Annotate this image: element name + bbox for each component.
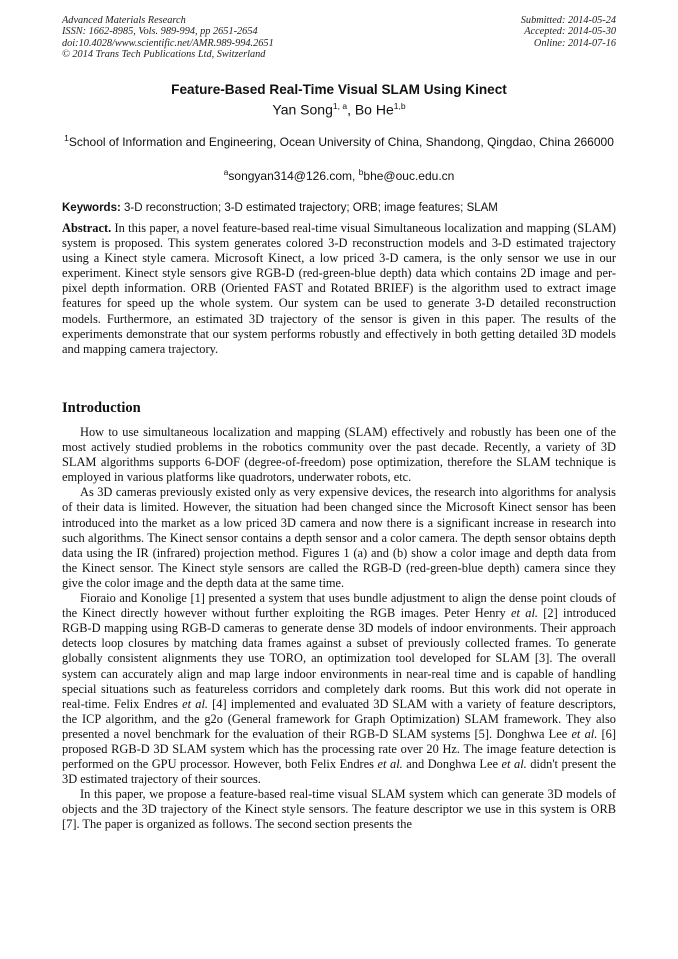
email-a-marker: a xyxy=(223,167,229,177)
journal-info xyxy=(62,15,274,61)
intro-paragraph-3 xyxy=(62,591,616,787)
accepted-date: Accepted: 2014-05-30 xyxy=(524,26,616,38)
emails xyxy=(0,167,678,183)
p3-part-b: [2] introduced RGB-D mapping using RGB-D cameras to generate dense 3D models of indoor environments. Their approach detects loop closures by matching data frames against a subset of previously collected frames. To generate globally consistent alignments they use TORO, an optimization tool developed for SLAM [3]. The overall system can accurately align and map large indoor environments in near-real time and is capable of handling special situations such as featureless corridors and completely dark rooms. But this work did not operate in real-time. Felix Endres xyxy=(62,606,616,711)
submitted-date: Submitted: 2014-05-24 xyxy=(520,15,616,26)
journal-name: Advanced Materials Research xyxy=(62,15,186,26)
author-2-marker: 1,b xyxy=(393,101,406,111)
p3-part-f: didn't present the 3D estimated trajectory of their sources. xyxy=(62,757,616,787)
p3-part-e: and Donghwa Lee xyxy=(402,757,502,772)
et-al-1: et al. xyxy=(511,606,538,621)
p3-part-d: [6] proposed RGB-D 3D SLAM system which has the processing rate over 20 Hz. The image feature detection is performed on the GPU processor. However, both Felix Endres xyxy=(62,726,616,772)
paper-title: Feature-Based Real-Time Visual SLAM Using Kinect xyxy=(171,82,507,97)
abstract-text: In this paper, a novel feature-based real-time visual Simultaneous localization and mapping (SLAM) system is proposed. This system generates colored 3-D reconstruction models and 3-D estimated trajectory using a Kinect style camera. Microsoft Kinect, a low priced 3-D camera, is the only sensor we use in our experiment. Kinect style sensors give RGB-D (red-green-blue depth) data which contains 2D image and per-pixel depth information. ORB (Oriented FAST and Rotated BRIEF) is the algorithm used to extract image features for speed up the whole system. Our system can be used to generate 3-D detailed reconstruction models. Furthermore, an estimated 3D trajectory of the sensor is given in this paper. The results of the experiments demonstrate that our system performs robustly and effectively in both getting detailed 3D models and mapping camera trajectory. xyxy=(62,221,616,356)
et-al-3: et al. xyxy=(571,726,598,741)
et-al-5: et al. xyxy=(501,757,527,772)
et-al-4: et al. xyxy=(377,757,403,772)
publication-dates xyxy=(521,15,616,49)
intro-paragraph-2: As 3D cameras previously existed only as very expensive devices, the research into algorithms for analysis of their data is limited. However, the situation had been changed since the Microsoft Kinect sensor has been introduced into the market as a low priced 3D camera and now there is a significant increase in research into such algorithms. The Kinect sensor contains a depth sensor and a color camera. The depth sensor obtains depth data using the IR (infrared) projection method. Figures 1 (a) and (b) show a color image and depth data from the Kinect sensor. The Kinect style sensors are called the RGB-D (red-green-blue depth) camera since they give the color image and the depth data at the same time. xyxy=(62,485,616,590)
keywords-label: Keywords: xyxy=(62,202,121,214)
keywords xyxy=(62,202,616,214)
intro-paragraph-1: How to use simultaneous localization and mapping (SLAM) effectively and robustly has been one of the most actively studied problems in the robotics community over the past decade. Recently, a variety of 3D SLAM algorithms supports 6-DOF (degree-of-freedom) pose optimization, therefore the SLAM technique is employed in various platforms like quadrotors, underwater robots, etc. xyxy=(62,425,616,485)
author-2: Bo He xyxy=(354,101,394,118)
abstract xyxy=(62,221,616,357)
intro-paragraph-4: In this paper, we propose a feature-based real-time visual SLAM system which can generate 3D models of objects and the 3D trajectory of the Kinect style sensors. The feature descriptor we use in this system is ORB [7]. The paper is organized as follows. The second section presents the xyxy=(62,787,616,832)
p3-part-a: Fioraio and Konolige [1] presented a system that uses bundle adjustment to align the dense point clouds of the Kinect directly however without further exploiting the RGB images. Peter Henry xyxy=(62,591,616,621)
introduction-body xyxy=(62,425,616,833)
affiliation-text: School of Information and Engineering, Ocean University of China, Shandong, Qingdao, China 266000 xyxy=(68,135,614,149)
keywords-text: 3-D reconstruction; 3-D estimated trajectory; ORB; image features; SLAM xyxy=(120,202,498,214)
issn: ISSN: 1662-8985, Vols. 989-994, pp 2651-2654 xyxy=(62,26,258,38)
email-b-marker: b xyxy=(358,167,364,177)
p3-part-c: [4] implemented and evaluated 3D SLAM with a variety of feature descriptors, the ICP algorithm, and the g2o (General framework for Graph Optimization) SLAM framework. They also presented a novel benchmark for the evaluation of their RGB-D SLAM systems [5]. Donghwa Lee xyxy=(62,696,616,741)
copyright: © 2014 Trans Tech Publications Ltd, Switzerland xyxy=(62,49,266,61)
author-1: Yan Song xyxy=(272,101,333,118)
et-al-2: et al. xyxy=(182,696,208,711)
affiliation xyxy=(62,131,616,150)
abstract-label: Abstract. xyxy=(62,221,112,235)
online-date: Online: 2014-07-16 xyxy=(533,37,616,49)
author-separator: , xyxy=(347,101,355,118)
author-1-marker: 1, a xyxy=(332,101,348,111)
email-a: songyan314@126.com, xyxy=(228,169,359,183)
section-heading-introduction: Introduction xyxy=(62,400,141,416)
affiliation-marker: 1 xyxy=(64,133,69,143)
doi: doi:10.4028/www.scientific.net/AMR.989-994.2651 xyxy=(62,37,274,49)
authors xyxy=(0,101,678,118)
email-b: bhe@ouc.edu.cn xyxy=(363,169,455,183)
